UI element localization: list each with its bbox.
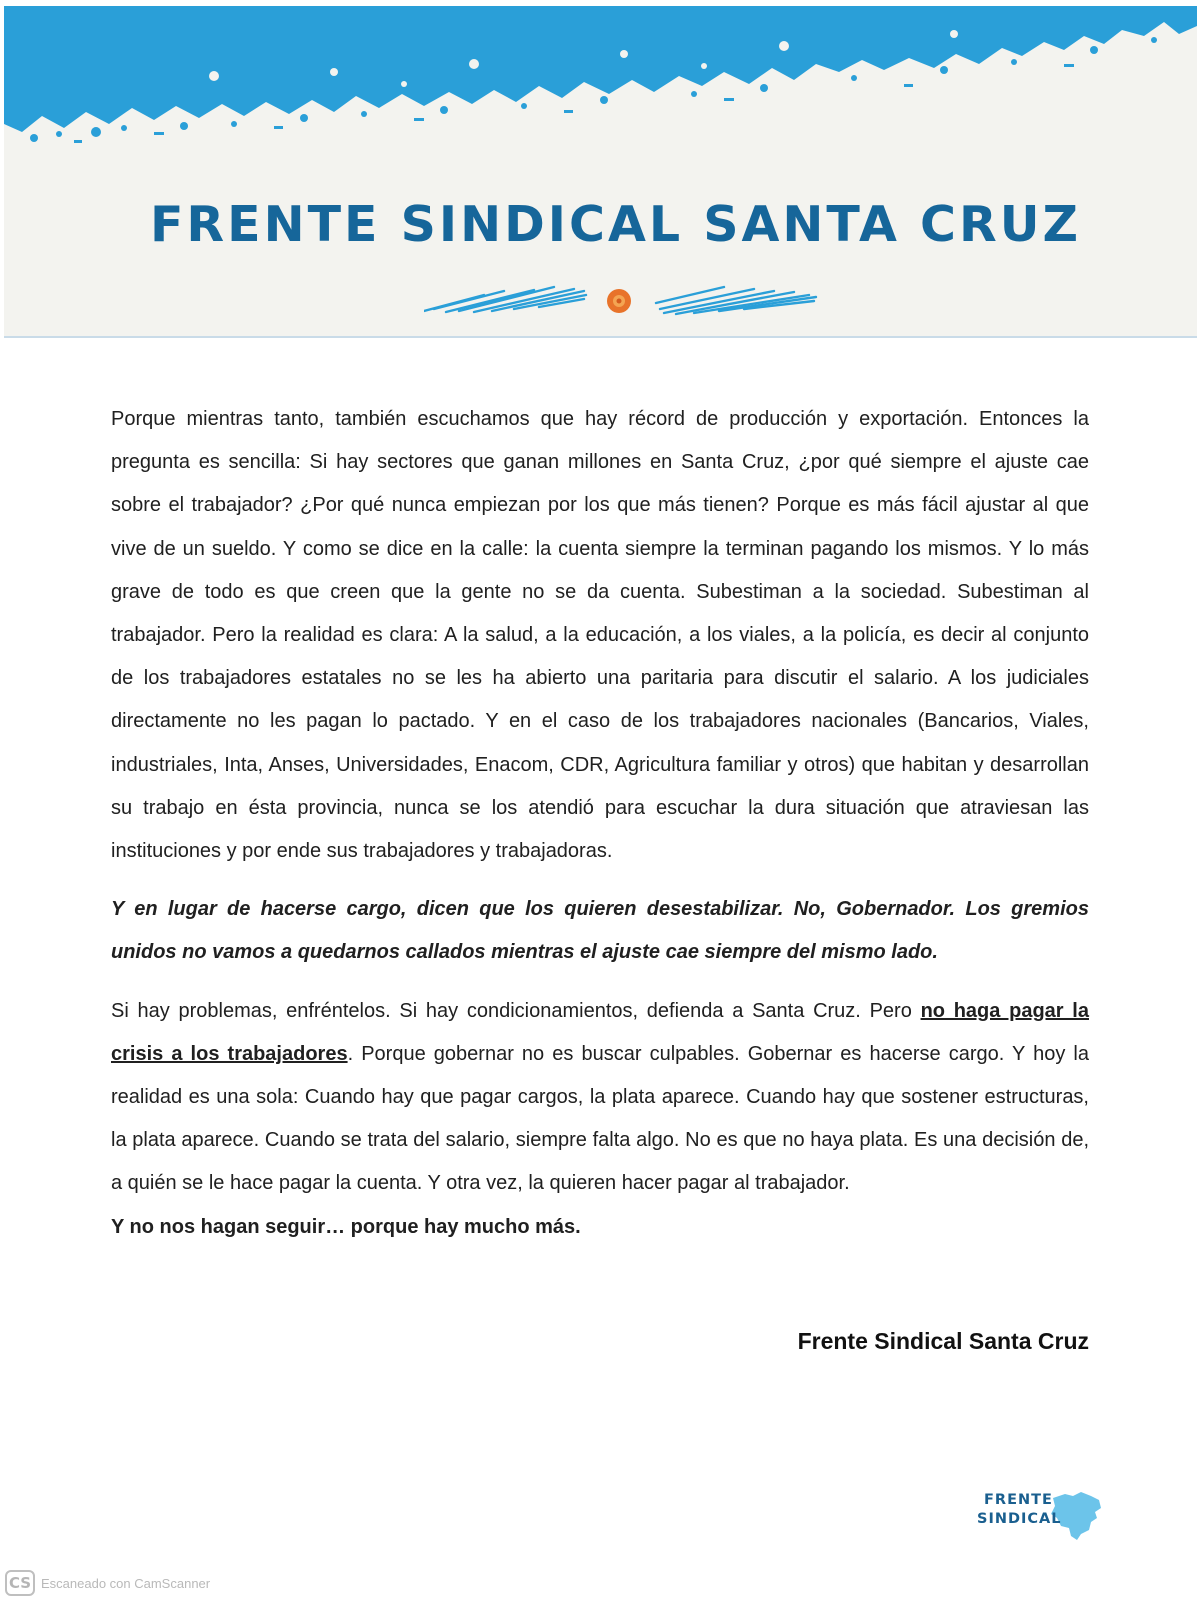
body-paragraph-final: [111, 990, 1089, 1249]
paragraph-rest: . Porque gobernar no es buscar culpables. Gobernar es hacerse cargo. Y hoy la realidad es una sola: Cuando hay que pagar cargos, la plata aparece. Cuando hay que sostener estructuras, la plata aparece. Cuando se trata del salario, siempre falta algo. No es que no haya plata. Es una decisión de, a quién se le hace pagar la cuenta. Y otra vez, la quieren hacer pagar al trabajador.: [111, 1042, 1089, 1195]
letterhead-banner: [4, 6, 1197, 338]
signature: Frente Sindical Santa Cruz: [797, 1328, 1089, 1354]
camscanner-watermark: [5, 1568, 210, 1598]
paragraph-intro: Si hay problemas, enfréntelos. Si hay condicionamientos, defienda a Santa Cruz. Pero: [111, 999, 921, 1022]
letterhead-title: FRENTE SINDICAL SANTA CRUZ: [149, 196, 1082, 253]
underlined-emphasis: no haga pagar la crisis a los trabajadores: [111, 999, 1089, 1065]
sun-of-may-ornament: [424, 281, 824, 321]
camscanner-badge-icon: CS: [5, 1570, 35, 1596]
emphasized-paragraph: Y en lugar de hacerse cargo, dicen que los quieren desestabilizar. No, Gobernador. Los gremios unidos no vamos a quedarnos callados mientras el ajuste cae siempre del mismo lado.: [111, 898, 1089, 964]
camscanner-text: Escaneado con CamScanner: [41, 1575, 211, 1591]
closing-sentence: Y no nos hagan seguir… porque hay mucho más.: [111, 1215, 581, 1238]
body-paragraph: Porque mientras tanto, también escuchamos que hay récord de producción y exportación. Entonces la pregunta es sencilla: Si hay sectores que ganan millones en Santa Cruz, ¿por qué siempre el ajuste cae sobre el trabajador? ¿Por qué nunca empiezan por los que más tienen? Porque es más fácil ajustar al que vive de un sueldo. Y como se dice en la calle: la cuenta siempre la terminan pagando los mismos. Y lo más grave de todo es que creen que la gente no se da cuenta. Subestiman a la sociedad. Subestiman al trabajador. Pero la realidad es clara: A la salud, a la educación, a los viales, a la policía, es decir al conjunto de los trabajadores estatales no se les ha abierto una paritaria para discutir el salario. A los judiciales directamente no les pagan lo pactado. Y en el caso de los trabajadores nacionales (Bancarios, Viales, industriales, Inta, Anses, Universidades, Enacom, CDR, Agricultura familiar y otros) que habitan y desarrollan su trabajo en ésta provincia, nunca se los atendió para escuchar la dura situación que atraviesan las instituciones y por ende sus trabajadores y trabajadoras.: [111, 408, 1089, 863]
footer-logo: [972, 1488, 1122, 1548]
letter-body: [111, 398, 1089, 1264]
footer-logo-line-1: FRENTE: [984, 1492, 1053, 1508]
sky-splash-graphic: [4, 6, 1197, 156]
footer-logo-line-2: SINDICAL: [977, 1511, 1062, 1527]
